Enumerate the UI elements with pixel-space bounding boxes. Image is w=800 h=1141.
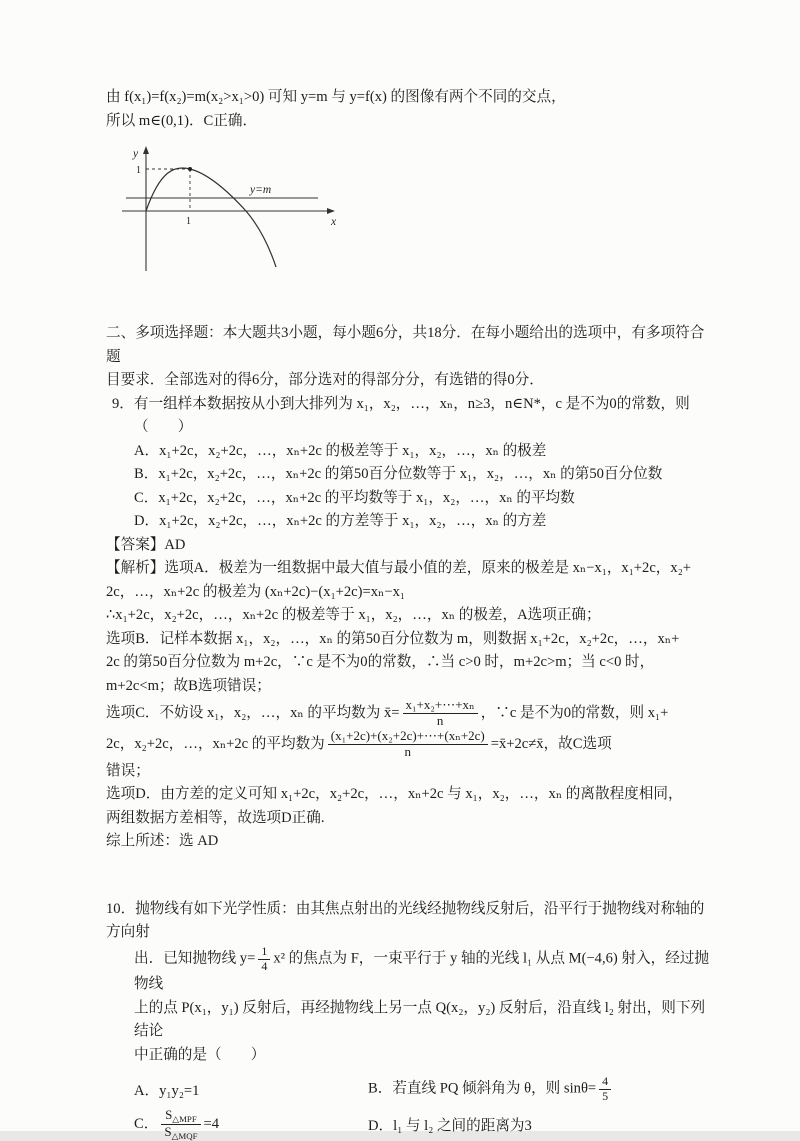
q10-stem-line-3: 上的点 P(x₁，y₁) 反射后，再经抛物线上另一点 Q(x₂，y₂) 反射后，沿直线 l₂ 射出，则下列结论: [134, 999, 706, 1040]
function-graph: [112, 143, 710, 280]
q9-option-c: C．x₁+2c，x₂+2c，…，xₙ+2c 的平均数等于 x₁，x₂，…，xₙ 的平均数: [134, 489, 575, 506]
fraction-denominator: [161, 1125, 200, 1141]
intro-line-2: 所以 m∈(0,1)．C正确．: [106, 112, 258, 129]
q10-option-row-2: [106, 1108, 710, 1141]
fraction-denominator: n: [436, 712, 444, 728]
fraction-numerator: 1: [258, 945, 270, 960]
text-run: =4: [203, 1116, 220, 1133]
peak-point: [188, 167, 192, 171]
text-run: x² 的焦点为 F，一束平行于 y 轴的光线 l₁ 从点 M(−4,6) 射入，经过抛物线: [134, 950, 709, 993]
analysis-a-line-2: 2c，…，xₙ+2c 的极差为 (xₙ+2c)−(x₁+2c)=xₙ−x₁: [106, 583, 405, 600]
quarter-fraction: [258, 945, 270, 974]
intro-line-1: 由 f(x₁)=f(x₂)=m(x₂>x₁>0) 可知 y=m 与 y=f(x) 的图像有两个不同的交点，: [106, 89, 566, 105]
q10-options: [106, 1075, 710, 1141]
q10-stem-line-4: 中正确的是（ ）: [134, 1046, 266, 1063]
y-equals-m-label: y=m: [250, 184, 272, 196]
subscript: △MPF: [172, 1114, 197, 1125]
text-run: 出．已知抛物线 y=: [134, 950, 256, 967]
x-axis-label: x: [331, 216, 337, 228]
fraction-numerator: [161, 1108, 200, 1125]
x-tick-1: 1: [186, 216, 191, 227]
y-tick-1: 1: [136, 165, 141, 176]
x-axis-arrow: [327, 208, 335, 214]
analysis-c-line-2: [106, 729, 710, 760]
q9-option-b: B．x₁+2c，x₂+2c，…，xₙ+2c 的第50百分位数等于 x₁，x₂，…，xₙ 的第50百分位数: [134, 466, 663, 482]
text-run: B．若直线 PQ 倾斜角为 θ，则 sinθ=: [368, 1080, 597, 1097]
fraction-numerator: 4: [599, 1075, 611, 1090]
mean-fraction: [403, 698, 478, 729]
analysis-b-line-3: m+2c<m；故B选项错误；: [106, 677, 271, 694]
q10-option-c: [106, 1108, 368, 1141]
section-2: [106, 322, 710, 854]
analysis-a-line-3: ∴x₁+2c，x₂+2c，…，xₙ+2c 的极差等于 x₁，x₂，…，xₙ 的极差，A选项正确；: [106, 607, 601, 623]
q10-option-row-1: [106, 1075, 710, 1104]
mean-shifted-fraction: [328, 729, 488, 760]
analysis-c-line-1: [106, 698, 710, 729]
q9-answer: 【答案】AD: [106, 536, 186, 553]
graph-svg: [112, 143, 342, 275]
analysis-conclusion: 综上所述：选 AD: [106, 833, 219, 850]
q9-option-a: A．x₁+2c，x₂+2c，…，xₙ+2c 的极差等于 x₁，x₂，…，xₙ 的极差: [134, 442, 547, 459]
analysis-d-line-1: 选项D．由方差的定义可知 x₁+2c，x₂+2c，…，xₙ+2c 与 x₁，x₂，…，xₙ 的离散程度相同，: [106, 786, 683, 803]
text-run: =x̄+2c≠x̄，故C选项: [490, 735, 612, 752]
q10-option-a: A．y₁y₂=1: [134, 1083, 200, 1100]
q10-stem-line-1: 10．抛物线有如下光学性质：由其焦点射出的光线经抛物线反射后，沿平行于抛物线对称轴的方向射: [106, 900, 705, 941]
text-run: 2c，x₂+2c，…，xₙ+2c 的平均数为: [106, 735, 325, 752]
q10-option-b: [368, 1075, 710, 1104]
text-run: S: [165, 1106, 173, 1122]
text-run: C．: [134, 1116, 159, 1133]
fraction-denominator: n: [404, 743, 412, 759]
analysis-c-line-3: 错误；: [106, 762, 150, 779]
sin-fraction: [599, 1075, 611, 1104]
q10-stem-line-2: [106, 945, 710, 997]
text-run: 选项C．不妨设 x₁，x₂，…，xₙ 的平均数为 x̄=: [106, 704, 400, 721]
analysis-b-line-1: 选项B．记样本数据 x₁，x₂，…，xₙ 的第50百分位数为 m，则数据 x₁+2c，x₂+2c，…，xₙ+: [106, 630, 680, 647]
q9-stem-line-2: （ ）: [134, 419, 193, 435]
section-heading-line-1: 二、多项选择题：本大题共3小题，每小题6分，共18分．在每小题给出的选项中，有多项符合题: [106, 325, 705, 365]
subscript: △MQF: [171, 1131, 198, 1141]
q10-option-d: D．l₁ 与 l₂ 之间的距离为3: [368, 1118, 532, 1135]
q9-stem-line-1: 9．有一组样本数据按从小到大排列为 x₁，x₂，…，xₙ，n≥3，n∈N*，c 是不为0的常数，则: [112, 395, 690, 412]
fraction-numerator: x₁+x₂+⋯+xₙ: [403, 698, 478, 714]
text-run: ，∵c 是不为0的常数，则 x₁+: [480, 704, 669, 721]
question-10: [106, 898, 710, 1141]
fraction-denominator: 5: [602, 1089, 609, 1104]
area-ratio-fraction: [161, 1108, 200, 1141]
fraction-numerator: (x₁+2c)+(x₂+2c)+⋯+(xₙ+2c): [328, 729, 488, 745]
analysis-d-line-2: 两组数据方差相等，故选项D正确.: [106, 809, 325, 826]
analysis-a-line-1: 【解析】选项A．极差为一组数据中最大值与最小值的差，原来的极差是 xₙ−x₁，x₁+2c，x₂+: [106, 560, 692, 576]
y-axis-label: y: [133, 148, 139, 160]
q9-option-d: D．x₁+2c，x₂+2c，…，xₙ+2c 的方差等于 x₁，x₂，…，xₙ 的方差: [134, 513, 547, 529]
y-axis-arrow: [143, 146, 149, 154]
function-curve: [146, 168, 276, 267]
fraction-denominator: 4: [261, 958, 268, 973]
section-heading-line-2: 目要求．全部选对的得6分，部分选对的得部分分，有选错的得0分．: [106, 372, 544, 388]
analysis-b-line-2: 2c 的第50百分位数为 m+2c，∵c 是不为0的常数，∴当 c>0 时，m+2c>m；当 c<0 时，: [106, 654, 655, 670]
text-run: S: [164, 1124, 172, 1140]
